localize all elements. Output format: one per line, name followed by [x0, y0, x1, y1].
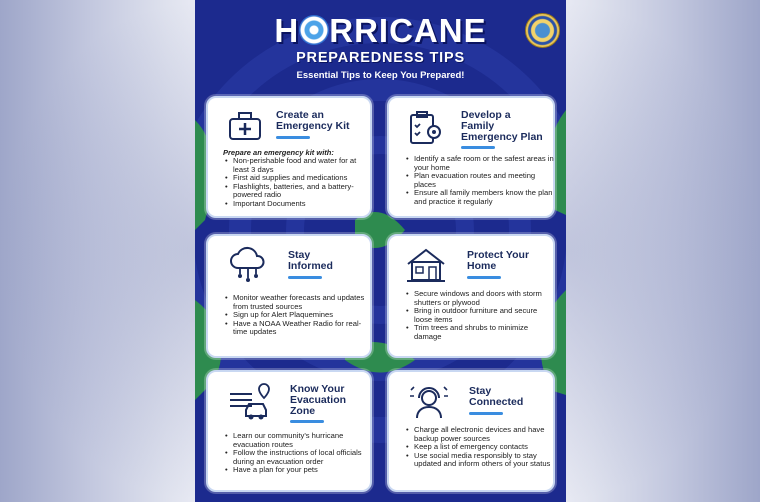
tip-item: • Secure windows and doors with storm shutters or plywood [414, 290, 556, 307]
tip-item: • Flashlights, batteries, and a battery-powered radio [233, 183, 371, 200]
title-underline [290, 420, 324, 423]
card-title: Stay Connected [469, 385, 524, 408]
tip-item: • Keep a list of emergency contacts [414, 443, 556, 452]
tip-item: • Plan evacuation routes and meeting places [414, 172, 554, 189]
tip-list [223, 157, 371, 209]
card-title: Know Your Evacuation Zone [290, 383, 347, 417]
card-family-plan [387, 96, 555, 218]
card-title: Protect Your Home [467, 249, 530, 272]
title-underline [276, 136, 310, 139]
tip-item: • Identify a safe room or the safest areas in your home [414, 155, 554, 172]
tip-list [404, 426, 556, 469]
tip-item: • Sign up for Alert Plaquemines [233, 311, 373, 320]
poster-title: H RRICANE [274, 12, 487, 49]
tip-item: • Bring in outdoor furniture and secure loose items [414, 307, 556, 324]
poster-subtitle: PREPAREDNESS TIPS [296, 50, 465, 66]
hurricane-eye-icon [299, 15, 329, 45]
tip-item: • Ensure all family members know the plan and practice it regularly [414, 189, 554, 206]
evacuation-car-icon [226, 382, 272, 422]
card-stay-informed [206, 234, 372, 358]
clipboard-target-icon [407, 110, 443, 146]
tip-item: • First aid supplies and medications [233, 174, 371, 183]
tip-list [404, 155, 554, 207]
support-agent-icon [409, 382, 449, 422]
cloud-network-icon [228, 246, 268, 284]
parish-seal-logo [525, 13, 560, 48]
card-intro: Prepare an emergency kit with: [223, 148, 334, 157]
hurricane-poster [195, 0, 566, 502]
tip-item: • Use social media responsibly to stay updated and inform others of your status [414, 452, 556, 469]
tip-item: • Trim trees and shrubs to minimize damage [414, 324, 556, 341]
title-underline [467, 276, 501, 279]
title-underline [469, 412, 503, 415]
tip-item: • Important Documents [233, 200, 371, 209]
tip-item: • Non-perishable food and water for at least 3 days [233, 157, 371, 174]
title-underline [288, 276, 322, 279]
blurred-background-right [565, 0, 760, 502]
card-evacuation-zone [206, 370, 372, 492]
tip-list [223, 432, 373, 475]
tip-item: • Learn our community's hurricane evacuation routes [233, 432, 373, 449]
first-aid-kit-icon [228, 110, 262, 142]
tip-item: • Have a NOAA Weather Radio for real-time updates [233, 320, 373, 337]
card-emergency-kit [206, 96, 372, 218]
title-underline [461, 146, 495, 149]
card-title: Create an Emergency Kit [276, 109, 350, 132]
card-protect-home [387, 234, 555, 358]
tip-item: • Follow the instructions of local officials during an evacuation order [233, 449, 373, 466]
card-stay-connected [387, 370, 555, 492]
blurred-background-left [0, 0, 195, 502]
tip-list [404, 290, 556, 342]
tip-item: • Monitor weather forecasts and updates from trusted sources [233, 294, 373, 311]
card-title: Stay Informed [288, 249, 333, 272]
tip-item: • Have a plan for your pets [233, 466, 373, 475]
poster-tagline: Essential Tips to Keep You Prepared! [296, 70, 465, 81]
house-icon [405, 246, 447, 284]
tip-list [223, 294, 373, 337]
tip-item: • Charge all electronic devices and have backup power sources [414, 426, 556, 443]
card-title: Develop a Family Emergency Plan [461, 109, 543, 143]
